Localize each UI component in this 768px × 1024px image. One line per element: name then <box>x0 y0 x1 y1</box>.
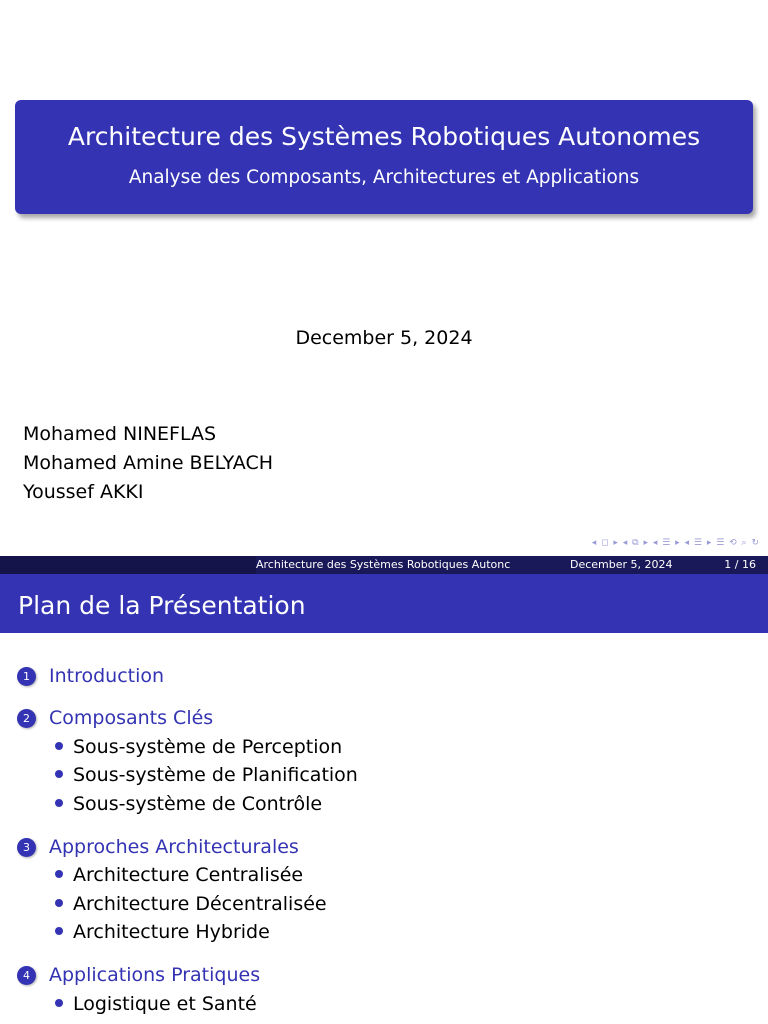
bullet-icon <box>55 742 63 750</box>
presentation-title: Architecture des Systèmes Robotiques Autonomes <box>67 122 701 151</box>
section-number-icon: 4 <box>17 966 36 985</box>
section-label: Composants Clés <box>49 707 214 729</box>
bullet-icon <box>55 927 63 935</box>
bullet-icon <box>55 999 63 1007</box>
presentation-date: December 5, 2024 <box>295 327 473 349</box>
authors-list <box>23 420 273 507</box>
footer-title: Architecture des Systèmes Robotiques Autonc <box>256 558 511 571</box>
section-number-icon: 2 <box>17 709 36 728</box>
section-label: Introduction <box>49 665 165 687</box>
toc-subsection[interactable]: Sous-système de Perception <box>55 736 342 758</box>
beamer-navigation-icons[interactable]: ◂ ◻ ▸ ◂ ⧉ ▸ ◂ ☰ ▸ ◂ ☰ ▸ ☰ ⟲ ⌕ ↻ <box>591 538 760 548</box>
bullet-icon <box>55 770 63 778</box>
footer-page-number: 1 / 16 <box>724 558 756 571</box>
presentation-subtitle: Analyse des Composants, Architectures et Applications <box>128 167 640 188</box>
bullet-icon <box>55 899 63 907</box>
slide-footer <box>0 556 768 574</box>
toc-section-applications[interactable] <box>17 964 260 986</box>
author-name: Mohamed Amine BELYACH <box>23 452 274 474</box>
frame-title-bar <box>0 574 768 633</box>
frame-title: Plan de la Présentation <box>18 591 306 620</box>
section-label: Applications Pratiques <box>49 964 261 986</box>
table-of-contents <box>0 633 768 1024</box>
section-label: Approches Architecturales <box>49 836 299 858</box>
section-number-icon: 3 <box>17 838 36 857</box>
toc-subsection[interactable]: Architecture Hybride <box>55 921 270 943</box>
footer-author-panel <box>0 556 256 574</box>
toc-section-composants[interactable] <box>17 707 213 729</box>
bullet-icon <box>55 870 63 878</box>
section-number-icon: 1 <box>17 667 36 686</box>
toc-subsection[interactable]: Architecture Décentralisée <box>55 893 327 915</box>
toc-section-introduction[interactable] <box>17 665 164 687</box>
author-name: Youssef AKKI <box>23 481 144 503</box>
footer-date: December 5, 2024 <box>570 558 673 571</box>
toc-section-approches[interactable] <box>17 836 299 858</box>
toc-subsection[interactable]: Architecture Centralisée <box>55 864 303 886</box>
toc-subsection[interactable]: Sous-système de Contrôle <box>55 793 322 815</box>
title-box <box>15 100 753 214</box>
bullet-icon <box>55 799 63 807</box>
toc-subsection[interactable]: Sous-système de Planification <box>55 764 358 786</box>
author-name: Mohamed NINEFLAS <box>23 423 217 445</box>
toc-subsection[interactable]: Logistique et Santé <box>55 993 257 1015</box>
